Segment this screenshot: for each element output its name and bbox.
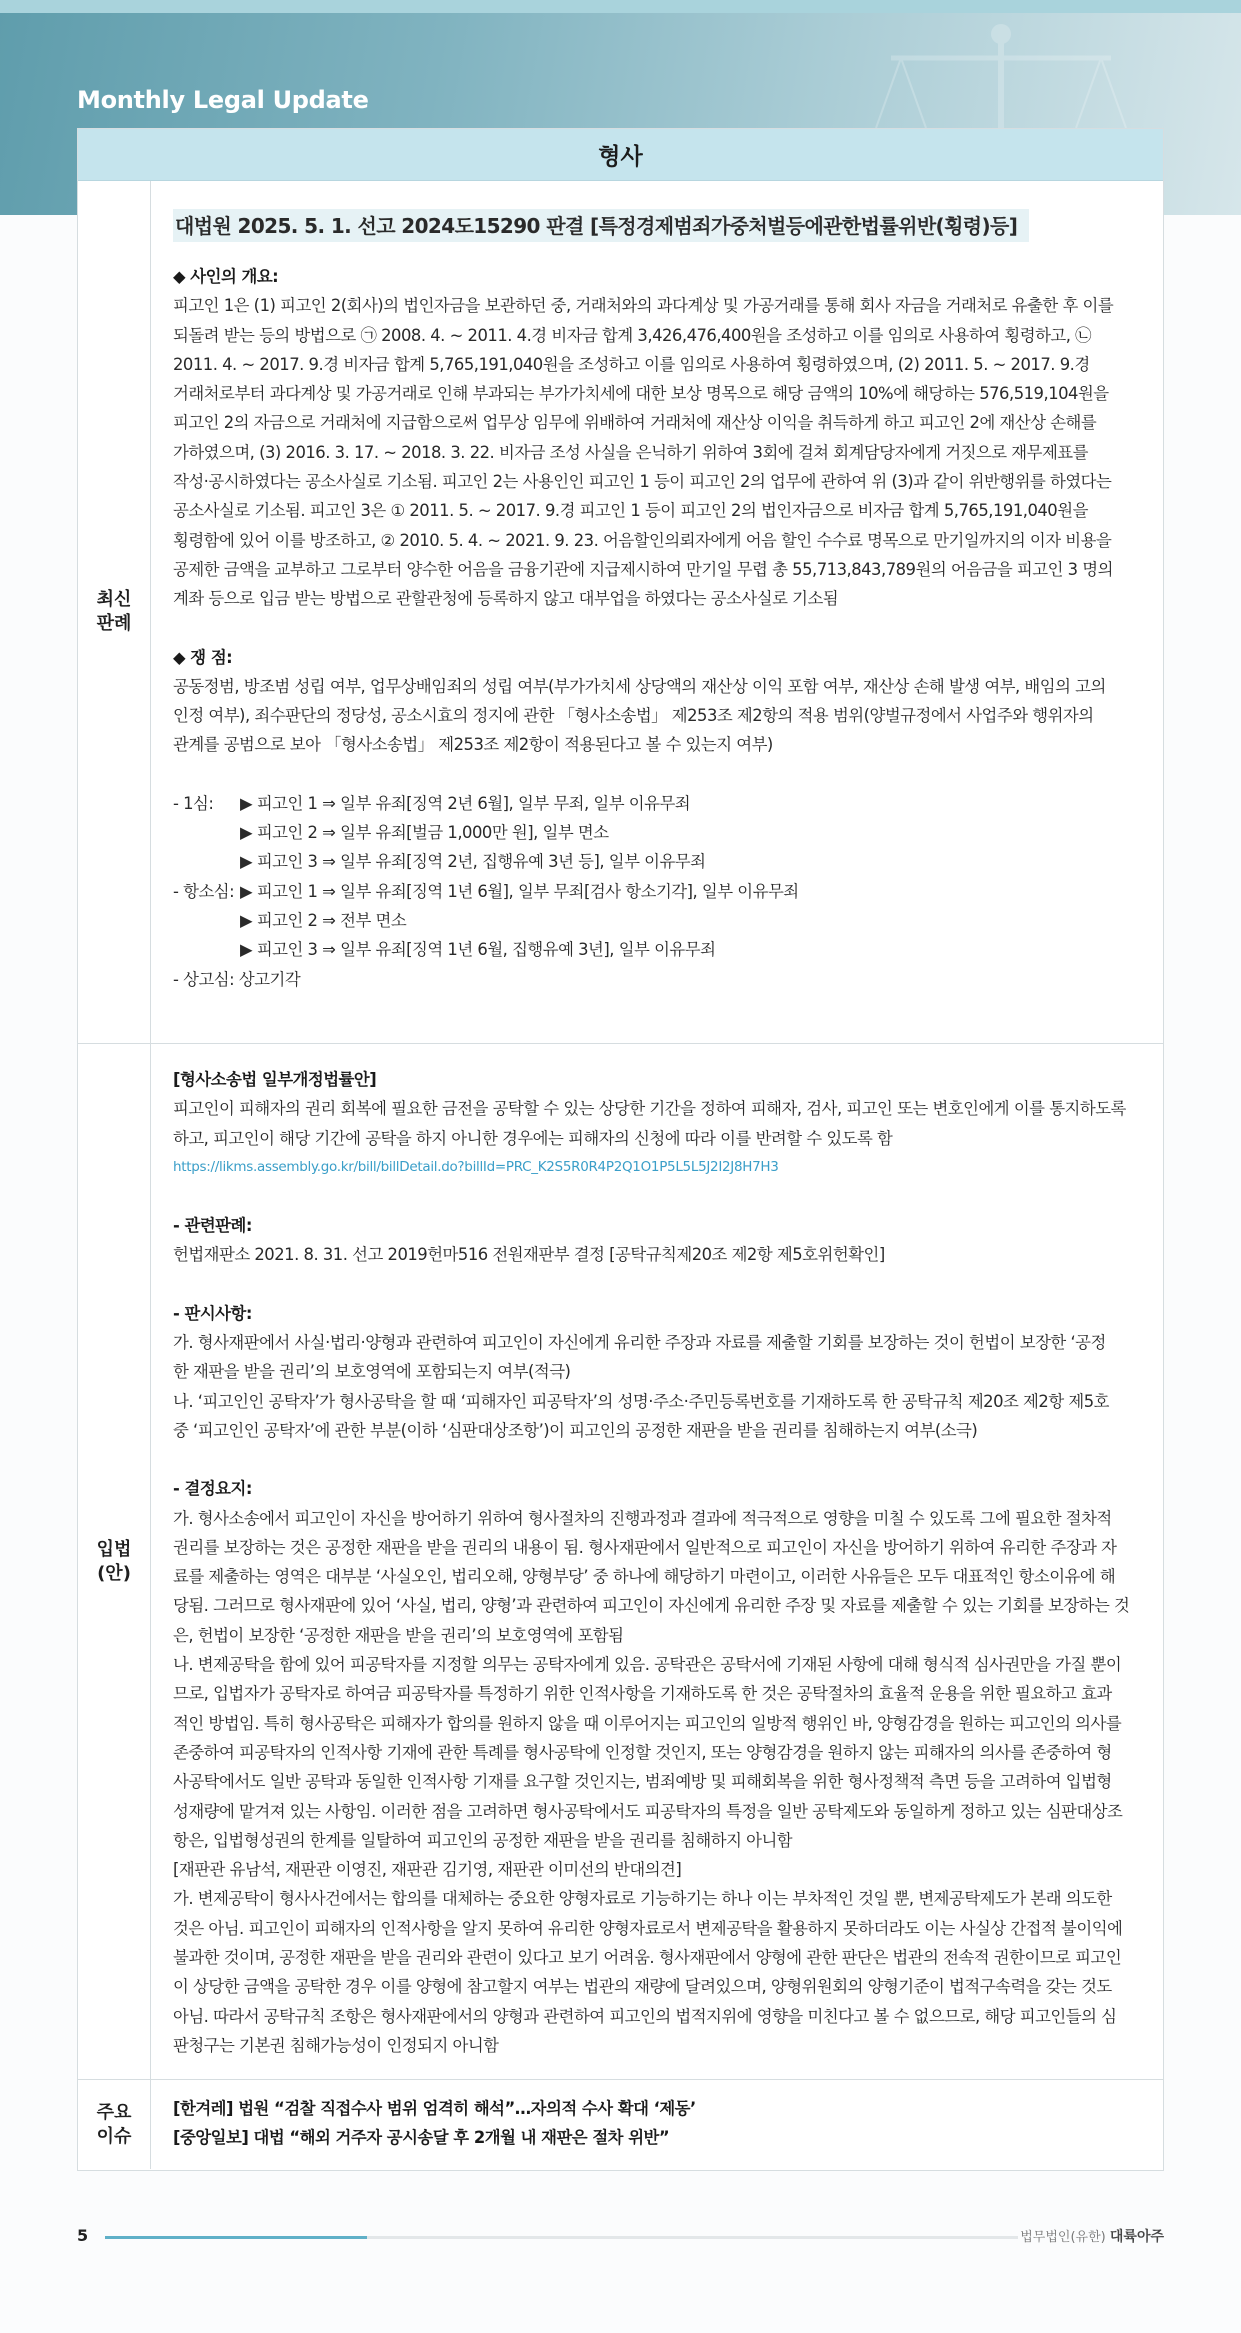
issue-text xyxy=(173,672,1141,760)
ruling-text: ▶ 피고인 1 ⇒ 일부 유죄[징역 1년 6월], 일부 무죄[검사 항소기각], 일부 이유무죄 xyxy=(240,881,799,901)
issues-row xyxy=(78,2080,1163,2169)
summary-line: 당됨. 그러므로 형사재판에 있어 ‘사실, 법리, 양형’과 관련하여 피고인이 자신에게 유리한 주장 및 자료를 제출할 수 있는 기회를 보장하는 것 xyxy=(173,1596,1130,1616)
bill-line: 하고, 피고인이 해당 기간에 공탁을 하지 아니한 경우에는 피해자의 신청에 따라 이를 반려할 수 있도록 함 xyxy=(173,1128,893,1148)
related-heading: - 관련판례: xyxy=(173,1216,252,1236)
section-title: 형사 xyxy=(78,129,1163,181)
summary-line: 적인 방법임. 특히 형사공탁은 피해자가 합의를 원하지 않을 때 이루어지는 피고인의 일방적 행위인 바, 양형감경을 원하는 피고인의 의사를 xyxy=(173,1713,1122,1733)
final-ruling: - 상고심: 상고기각 xyxy=(173,969,301,989)
ruling-label: - 항소심: xyxy=(173,881,235,901)
overview-line: 공제한 금액을 교부하고 그로부터 양수한 어음을 금융기관에 지급제시하여 만기일 무렵 총 55,713,843,789원의 어음금을 피고인 3 명의 xyxy=(173,559,1113,579)
summary-line: 이 상당한 금액을 공탁한 경우 이를 양형에 참고할지 여부는 법관의 재량에 달려있으며, 양형위원회의 양형기준이 법적구속력을 갖는 것도 xyxy=(173,1977,1112,1997)
summary-line: 가. 변제공탁이 형사사건에서는 합의를 대체하는 중요한 양형자료로 기능하기는 하나 이는 부차적인 것일 뿐, 변제공탁제도가 본래 의도한 xyxy=(173,1889,1112,1909)
ruling-item xyxy=(173,818,1141,847)
overview-line: 2011. 4. ~ 2017. 9.경 비자금 합계 5,765,191,040원을 조성하고 이를 임의로 사용하여 횡령하였으며, (2) 2011. 5. ~ 2017. 9.경 xyxy=(173,354,1090,374)
issue-line: 인정 여부), 죄수판단의 정당성, 공소시효의 정지에 관한 「형사소송법」 제253조 제2항의 적용 범위(양벌규정에서 사업주와 행위자의 xyxy=(173,706,1094,726)
firm-main-name: 대륙아주 xyxy=(1109,2229,1164,2245)
issues-label-line2: 이슈 xyxy=(96,2125,132,2147)
holding-line: 중 ‘피고인인 공탁자’에 관한 부분(이하 ‘심판대상조항’)이 피고인의 공정한 재판을 받을 권리를 침해하는지 여부(소극) xyxy=(173,1420,978,1440)
header-top-strip xyxy=(0,0,1241,13)
summary-line: 것은 아님. 피고인이 피해자의 인적사항을 알지 못하여 유리한 양형자료로서 변제공탁을 활용하지 못하더라도 이는 사실상 간접적 불이익에 xyxy=(173,1918,1123,1938)
ruling-text: ▶ 피고인 2 ⇒ 전부 면소 xyxy=(240,910,407,930)
holding-line: 가. 형사재판에서 사실·법리·양형과 관련하여 피고인이 자신에게 유리한 주장과 자료를 제출할 기회를 보장하는 것이 헌법이 보장한 ‘공정 xyxy=(173,1333,1106,1353)
issue-heading: ◆ 쟁 점: xyxy=(173,647,233,667)
issue-line: 관계를 공범으로 보아 「형사소송법」 제253조 제2항이 적용된다고 볼 수 있는지 여부) xyxy=(173,735,773,755)
summary-line: 나. 변제공탁을 함에 있어 피공탁자를 지정할 의무는 공탁자에게 있음. 공탁관은 공탁서에 기재된 사항에 대해 형식적 심사권만을 가질 뿐이 xyxy=(173,1655,1122,1675)
holding-line: 한 재판을 받을 권리’의 보호영역에 포함되는지 여부(적극) xyxy=(173,1362,571,1382)
brand-title: Monthly Legal Update xyxy=(77,86,369,114)
summary-line: 항은, 입법형성권의 한계를 일탈하여 피고인의 공정한 재판을 받을 권리를 침해하지 아니함 xyxy=(173,1830,793,1850)
legislation-label-line2: (안) xyxy=(97,1562,131,1584)
rulings-list xyxy=(173,789,1141,965)
bill-title: [형사소송법 일부개정법률안] xyxy=(173,1070,377,1089)
ruling-item xyxy=(173,789,1141,818)
case-label-line1: 최신 xyxy=(96,589,132,610)
summary-line: 아님. 따라서 공탁규칙 조항은 형사재판에서의 양형과 관련하여 피고인의 법적지위에 영향을 미친다고 볼 수 없으므로, 해당 피고인들의 심 xyxy=(173,2006,1117,2026)
summary-line: 존중하여 피공탁자의 인적사항 기재에 관한 특례를 형사공탁에 인정할 것인지, 또는 양형감경을 원하지 않는 피해자의 의사를 존중하여 형 xyxy=(173,1742,1112,1762)
issues-label-line1: 주요 xyxy=(96,2101,132,2123)
bill-line: 피고인이 피해자의 권리 회복에 필요한 금전을 공탁할 수 있는 상당한 기간을 정하여 피해자, 검사, 피고인 또는 변호인에게 이를 통지하도록 xyxy=(173,1099,1126,1119)
issue-news-item[interactable]: [한겨레] 법원 “검찰 직접수사 범위 엄격히 해석”…자의적 수사 확대 ‘제동’ xyxy=(173,2099,696,2118)
summary-line: 사공탁에서도 일반 공탁과 동일한 인적사항 기재를 요구할 것인지는, 범죄예방 및 피해회복을 위한 형사정책적 측면 등을 고려하여 입법형 xyxy=(173,1772,1112,1792)
ruling-text: ▶ 피고인 2 ⇒ 일부 유죄[벌금 1,000만 원], 일부 면소 xyxy=(240,823,609,843)
bill-link[interactable]: https://likms.assembly.go.kr/bill/billDetail.do?billId=PRC_K2S5R0R4P2Q1O1P5L5L5J2I2J8H7H3 xyxy=(173,1158,779,1175)
overview-line: 피고인 2의 자금으로 거래처에 지급함으로써 업무상 임무에 위배하여 거래처에 재산상 이익을 취득하게 하고 피고인 2에 재산상 손해를 xyxy=(173,413,1097,433)
overview-heading: ◆ 사인의 개요: xyxy=(173,267,279,286)
issues-content xyxy=(151,2080,1163,2169)
holding-line: 나. ‘피고인인 공탁자’가 형사공탁을 할 때 ‘피해자인 피공탁자’의 성명·주소·주민등록번호를 기재하도록 한 공탁규칙 제20조 제2항 제5호 xyxy=(173,1391,1109,1411)
ruling-text: ▶ 피고인 3 ⇒ 일부 유죄[징역 2년, 집행유예 3년 등], 일부 이유무죄 xyxy=(240,852,706,872)
footer-progress-fill xyxy=(105,2236,367,2239)
summary-line: 가. 형사소송에서 피고인이 자신을 방어하기 위하여 형사절차의 진행과정과 결과에 적극적으로 영향을 미칠 수 있도록 그에 필요한 절차적 xyxy=(173,1508,1112,1528)
issue-line: 공동정범, 방조범 성립 여부, 업무상배임죄의 성립 여부(부가가치세 상당액의 재산상 이익 포함 여부, 재산상 손해 발생 여부, 배임의 고의 xyxy=(173,676,1106,696)
content-panel xyxy=(77,128,1164,2171)
ruling-item xyxy=(173,906,1141,935)
summary-line: [재판관 유남석, 재판관 이영진, 재판관 김기영, 재판관 이미선의 반대의견] xyxy=(173,1860,682,1880)
holding-text xyxy=(173,1328,1141,1445)
overview-line: 계좌 등으로 입금 받는 방법으로 관할관청에 등록하지 않고 대부업을 하였다는 공소사실로 기소됨 xyxy=(173,589,839,609)
issue-news-item[interactable]: [중앙일보] 대법 “해외 거주자 공시송달 후 2개월 내 재판은 절차 위반” xyxy=(173,2128,670,2148)
overview-line: 작성·공시하였다는 공소사실로 기소됨. 피고인 2는 사용인인 피고인 1 등이 피고인 2의 업무에 관하여 위 (3)과 같이 위반행위를 하였다는 xyxy=(173,472,1112,492)
ruling-label: - 1심: xyxy=(173,793,214,813)
overview-line: 공소사실로 기소됨. 피고인 3은 ① 2011. 5. ~ 2017. 9.경 피고인 1 등이 피고인 2의 법인자금으로 비자금 합계 5,765,191,040원을 xyxy=(173,501,1088,521)
overview-line: 횡령함에 있어 이를 방조하고, ② 2010. 5. 4. ~ 2021. 9. 23. 어음할인의뢰자에게 어음 할인 수수료 명목으로 만기일까지의 이자 비용을 xyxy=(173,530,1112,550)
ruling-text: ▶ 피고인 3 ⇒ 일부 유죄[징역 1년 6월, 집행유예 3년], 일부 이유무죄 xyxy=(240,940,716,960)
case-content xyxy=(151,181,1163,1043)
ruling-item xyxy=(173,877,1141,906)
summary-line: 불과한 것이며, 공정한 재판을 받을 권리와 관련이 있다고 보기 어려움. 형사재판에서 양형에 관한 판단은 법관의 전속적 권한이므로 피고인 xyxy=(173,1948,1122,1968)
summary-line: 은, 헌법이 보장한 ‘공정한 재판을 받을 권리’의 보호영역에 포함됨 xyxy=(173,1625,624,1645)
page-number: 5 xyxy=(77,2226,89,2245)
summary-line: 성재량에 맡겨져 있는 사항임. 이러한 점을 고려하면 형사공탁에서도 피공탁자의 특정을 일반 공탁제도와 동일하게 정하고 있는 심판대상조 xyxy=(173,1801,1123,1821)
ruling-item xyxy=(173,935,1141,964)
overview-line: 되돌려 받는 등의 방법으로 ㉠ 2008. 4. ~ 2011. 4.경 비자금 합계 3,426,476,400원을 조성하고 이를 임의로 사용하여 횡령하고, ㉡ xyxy=(173,325,1092,345)
issues-label xyxy=(78,2080,151,2169)
ruling-item xyxy=(173,847,1141,876)
summary-heading: - 결정요지: xyxy=(173,1479,252,1499)
legislation-label-line1: 입법 xyxy=(96,1538,132,1560)
legislation-label xyxy=(78,1044,151,2079)
legislation-content xyxy=(151,1044,1163,2079)
summary-line: 료를 제출하는 영역은 대부분 ‘사실오인, 법리오해, 양형부당’ 중 하나에 해당하기 마련이고, 이러한 사유들은 모두 대표적인 항소이유에 해 xyxy=(173,1567,1116,1587)
overview-line: 가하였으며, (3) 2016. 3. 17. ~ 2018. 3. 22. 비자금 조성 사실을 은닉하기 위하여 3회에 걸쳐 회계담당자에게 거짓으로 재무제표를 xyxy=(173,442,1088,462)
legislation-row xyxy=(78,1044,1163,2080)
summary-text xyxy=(173,1504,1141,2061)
related-case: 헌법재판소 2021. 8. 31. 선고 2019헌마516 전원재판부 결정 [공탁규칙제20조 제2항 제5호위헌확인] xyxy=(173,1245,885,1265)
case-label-line2: 판례 xyxy=(96,613,132,634)
case-label xyxy=(78,181,151,1043)
overview-line: 거래처로부터 과다계상 및 가공거래로 인해 부과되는 부가가치세에 대한 보상 명목으로 해당 금액의 10%에 해당하는 576,519,104원을 xyxy=(173,384,1109,404)
holding-heading: - 판시사항: xyxy=(173,1303,252,1323)
firm-prefix: 법무법인(유한) xyxy=(1020,2230,1106,2245)
firm-name xyxy=(1020,2226,1164,2246)
case-title: 대법원 2025. 5. 1. 선고 2024도15290 판결 [특정경제범죄가중처벌등에관한법률위반(횡령)등] xyxy=(173,209,1029,242)
summary-line: 판청구는 기본권 침해가능성이 인정되지 아니함 xyxy=(173,2035,499,2055)
case-row xyxy=(78,181,1163,1044)
ruling-text: ▶ 피고인 1 ⇒ 일부 유죄[징역 2년 6월], 일부 무죄, 일부 이유무죄 xyxy=(240,793,691,813)
summary-line: 권리를 보장하는 것은 공정한 재판을 받을 권리의 내용이 됨. 형사재판에서 일반적으로 피고인이 자신을 방어하기 위하여 유리한 주장과 자 xyxy=(173,1537,1117,1557)
overview-line: 피고인 1은 (1) 피고인 2(회사)의 법인자금을 보관하던 중, 거래처와의 과다계상 및 가공거래를 통해 회사 자금을 거래처로 유출한 후 이를 xyxy=(173,296,1114,316)
overview-text xyxy=(173,291,1141,613)
summary-line: 므로, 입법자가 공탁자로 하여금 피공탁자를 특정하기 위한 인적사항을 기재하도록 한 것은 공탁절차의 효율적 운용을 위한 필요하고 효과 xyxy=(173,1684,1112,1704)
